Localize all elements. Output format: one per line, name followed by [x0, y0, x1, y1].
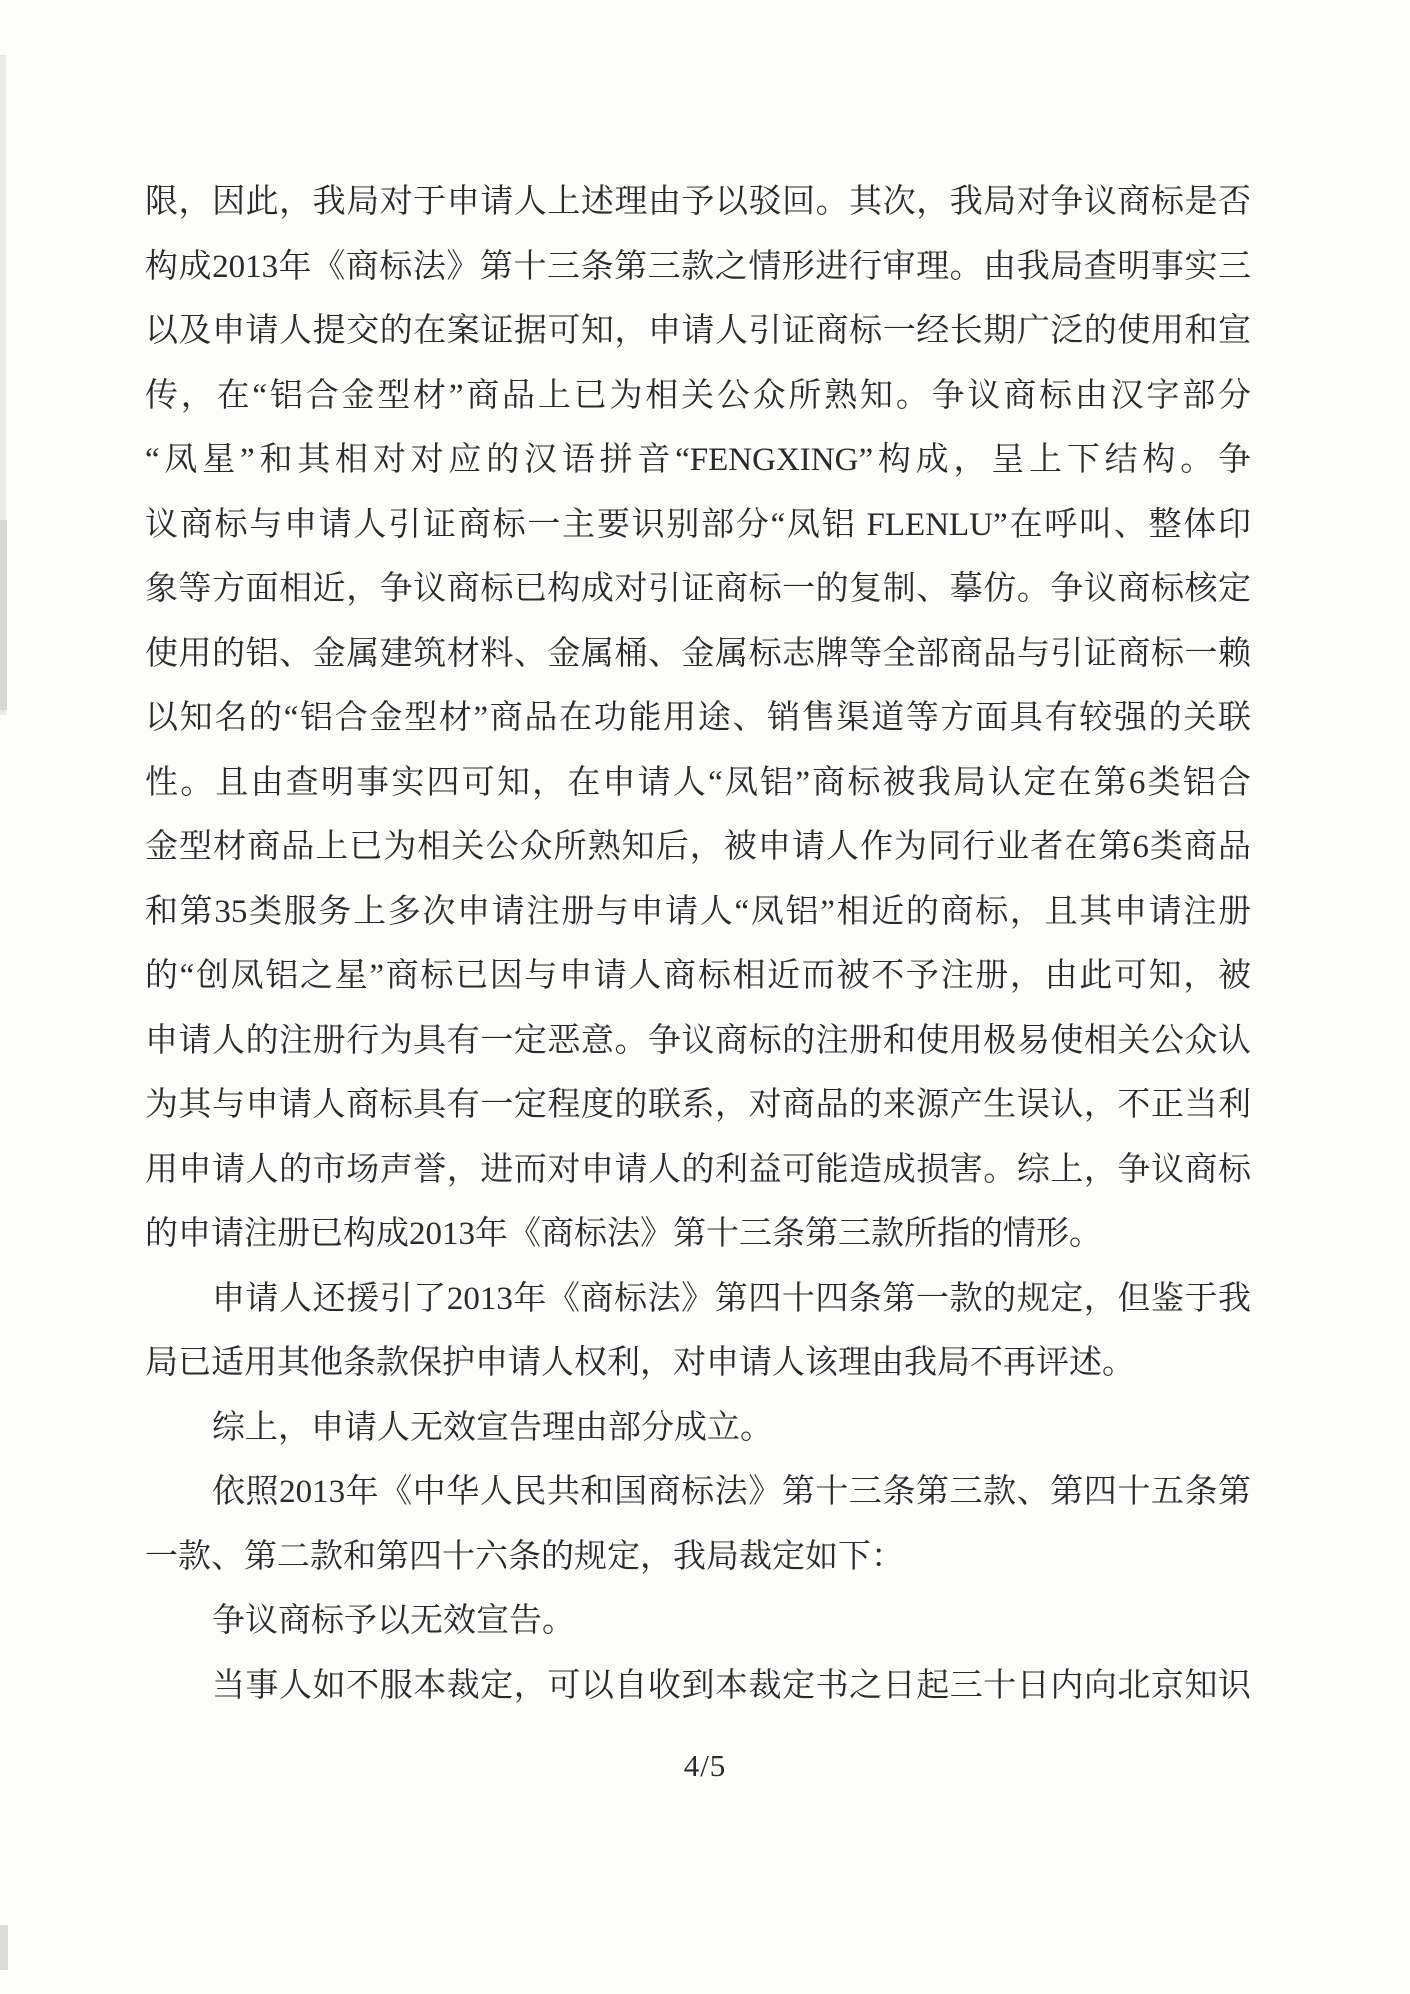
- text-line: 当事人如不服本裁定，可以自收到本裁定书之日起三十日内向北京知识: [212, 1667, 1251, 1704]
- text-line: 性。且由查明事实四可知，在申请人“凤铝”商标被我局认定在第6类铝合: [145, 764, 1251, 801]
- text-line: 限，因此，我局对于申请人上述理由予以驳回。其次，我局对争议商标是否: [145, 184, 1251, 220]
- text-line: 传，在“铝合金型材”商品上已为相关公众所熟知。争议商标由汉字部分: [145, 377, 1251, 414]
- text-line: 使用的铝、金属建筑材料、金属桶、金属标志牌等全部商品与引证商标一赖: [145, 635, 1251, 672]
- text-line: 议商标与申请人引证商标一主要识别部分“凤铝 FLENLU”在呼叫、整体印: [145, 506, 1251, 543]
- text-line: 为其与申请人商标具有一定程度的联系，对商品的来源产生误认，不正当利: [145, 1087, 1251, 1123]
- text-line: 构成2013年《商标法》第十三条第三款之情形进行审理。由我局查明事实三: [145, 248, 1251, 285]
- text-line: 金型材商品上已为相关公众所熟知后，被申请人作为同行业者在第6类商品: [145, 829, 1251, 865]
- text-line: 以及申请人提交的在案证据可知，申请人引证商标一经长期广泛的使用和宣: [145, 313, 1251, 349]
- scan-artifact-left-edge: [0, 55, 6, 715]
- text-line: 用申请人的市场声誉，进而对申请人的利益可能造成损害。综上，争议商标: [145, 1151, 1251, 1188]
- text-line: 的“创凤铝之星”商标已因与申请人商标相近而被不予注册，由此可知，被: [145, 958, 1251, 994]
- scan-artifact-left-smudge: [0, 520, 7, 710]
- text-line: 以知名的“铝合金型材”商品在功能用途、销售渠道等方面具有较强的关联: [145, 700, 1251, 736]
- document-body: [145, 170, 1251, 1718]
- text-line: 局已适用其他条款保护申请人权利，对申请人该理由我局不再评述。: [145, 1345, 1135, 1381]
- text-line: 综上，申请人无效宣告理由部分成立。: [212, 1409, 773, 1446]
- text-line: 争议商标予以无效宣告。: [212, 1603, 575, 1639]
- scan-artifact-bottom-left: [0, 1925, 8, 1970]
- text-line: “凤星”和其相对对应的汉语拼音“FENGXING”构成，呈上下结构。争: [145, 442, 1251, 478]
- page-number: 4/5: [683, 1748, 727, 1783]
- text-line: 和第35类服务上多次申请注册与申请人“凤铝”相近的商标，且其申请注册: [145, 893, 1251, 930]
- text-line: 申请人还援引了2013年《商标法》第四十四条第一款的规定，但鉴于我: [212, 1280, 1251, 1317]
- text-line: 申请人的注册行为具有一定恶意。争议商标的注册和使用极易使相关公众认: [145, 1022, 1251, 1059]
- text-line: 依照2013年《中华人民共和国商标法》第十三条第三款、第四十五条第: [212, 1474, 1251, 1510]
- text-line: 的申请注册已构成2013年《商标法》第十三条第三款所指的情形。: [145, 1216, 1102, 1252]
- text-line: 一款、第二款和第四十六条的规定，我局裁定如下：: [145, 1538, 904, 1575]
- text-line: 象等方面相近，争议商标已构成对引证商标一的复制、摹仿。争议商标核定: [145, 571, 1251, 607]
